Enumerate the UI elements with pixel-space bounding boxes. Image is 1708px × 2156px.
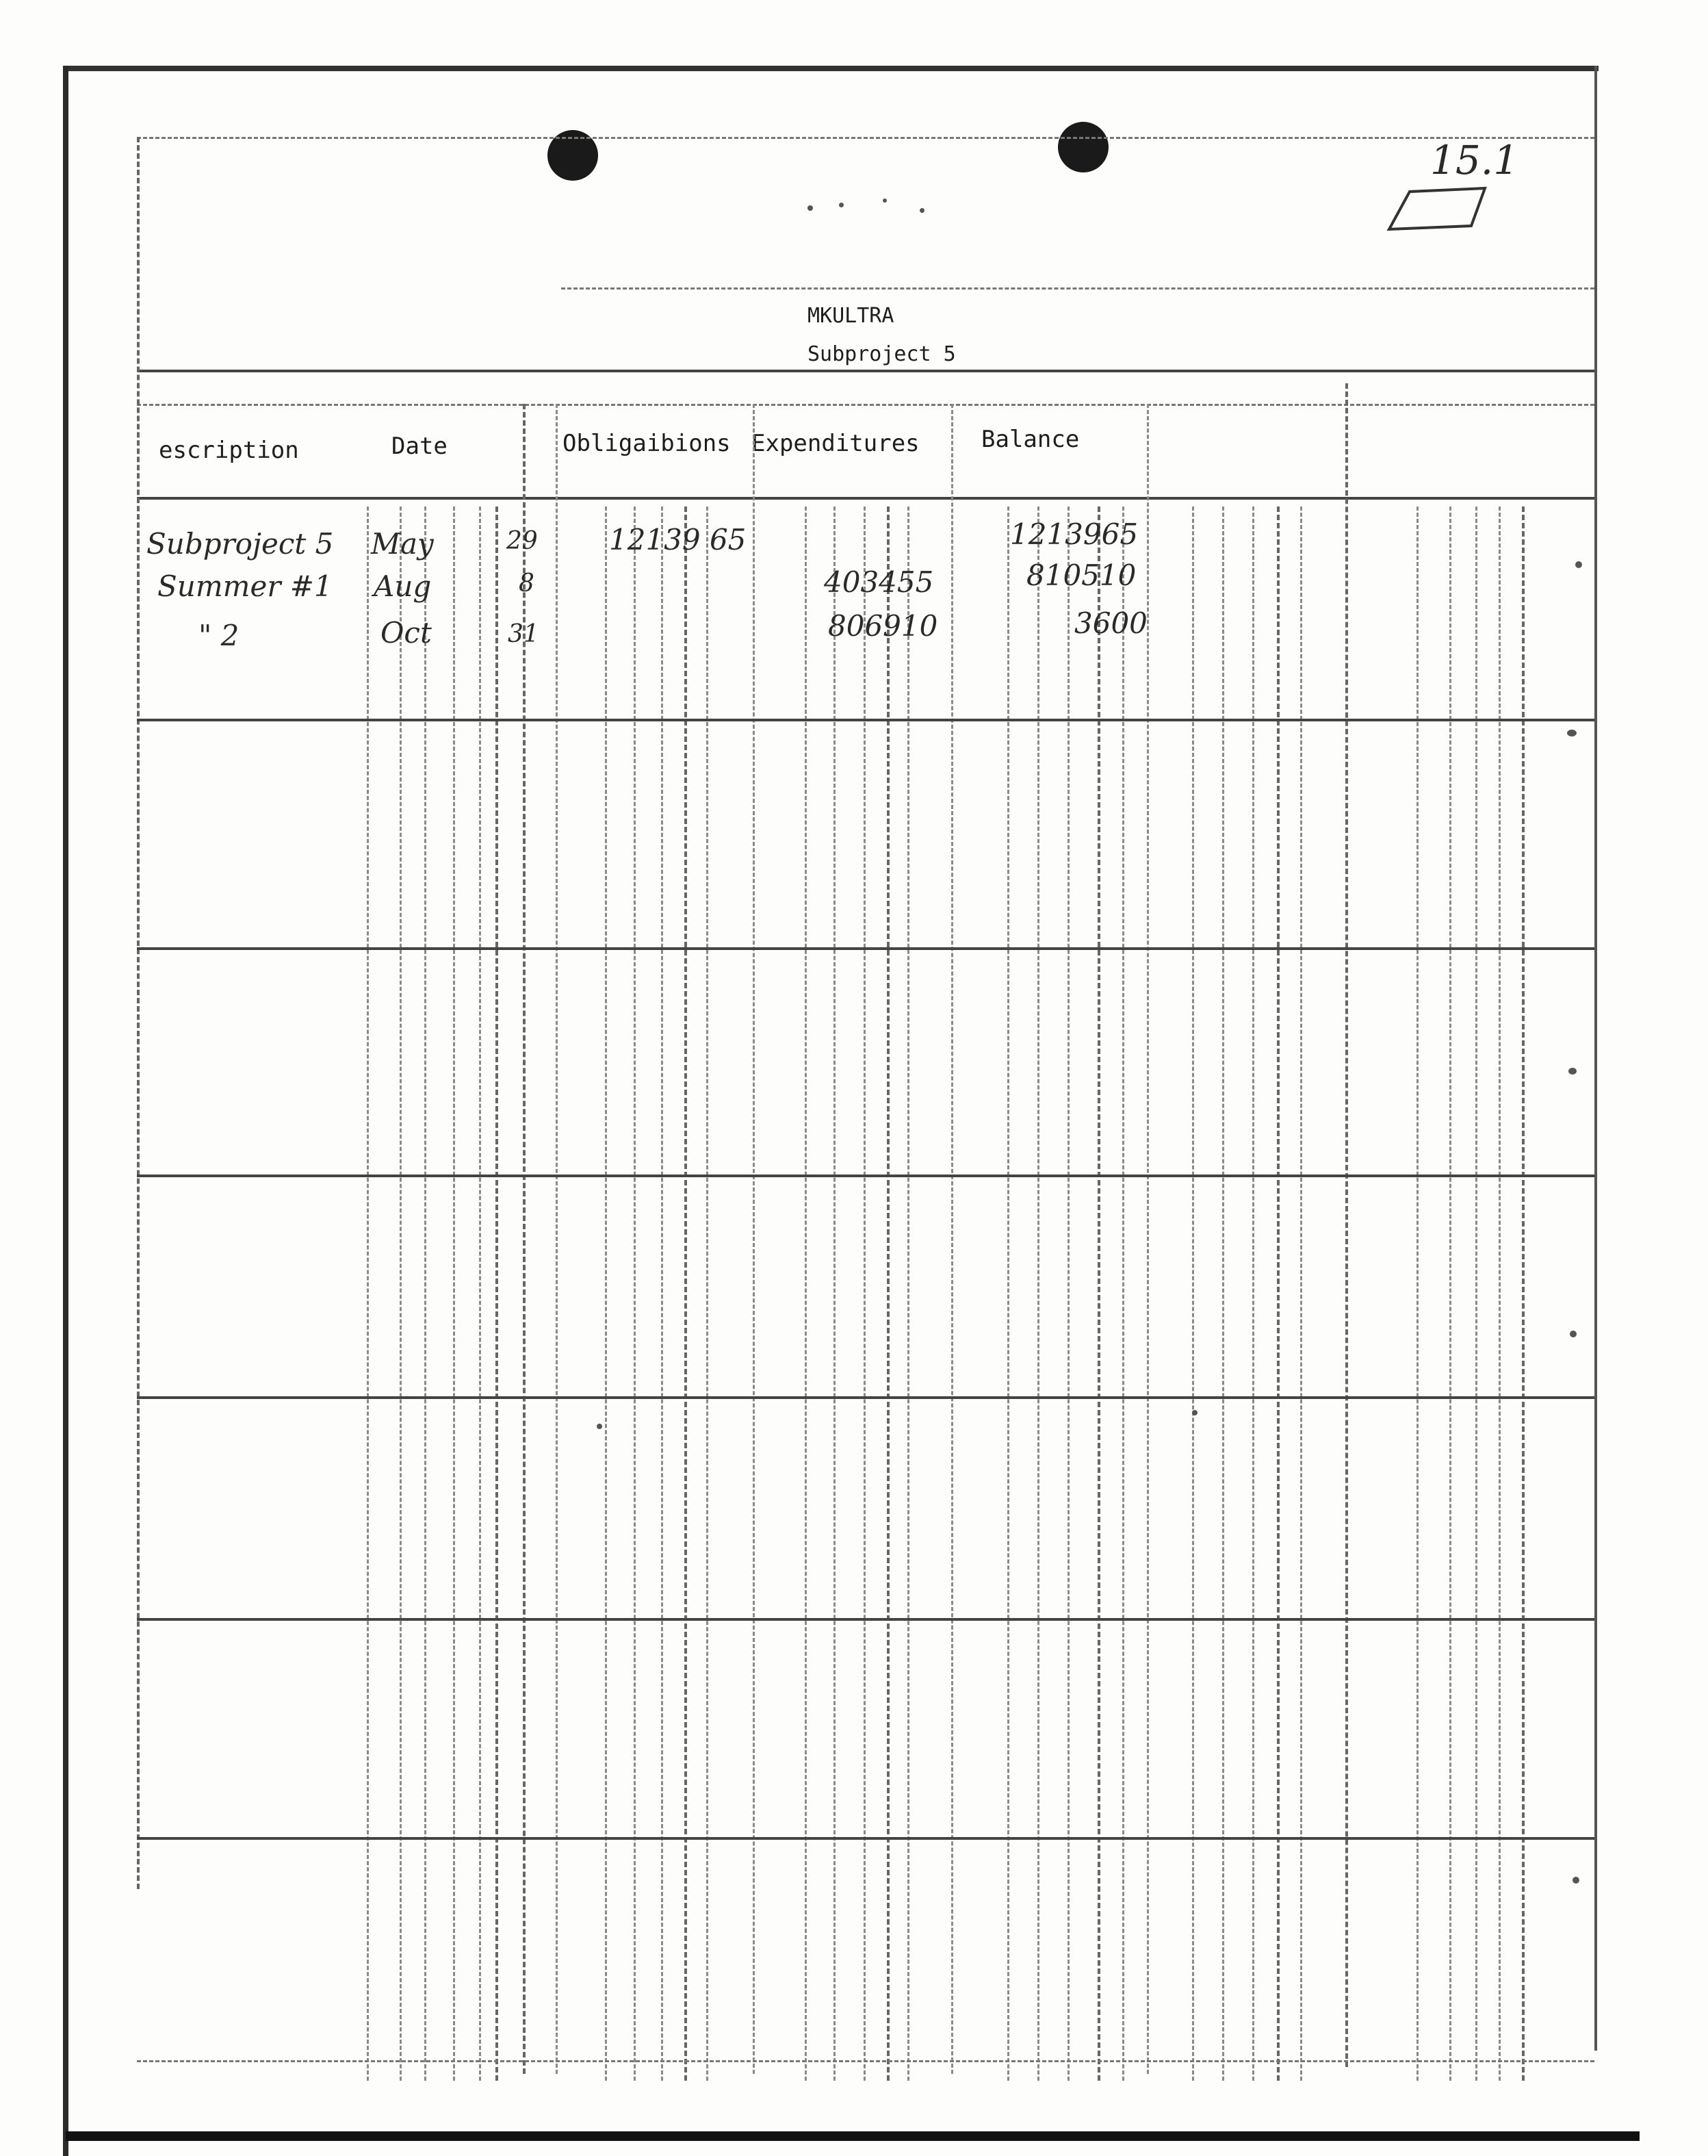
- column-header-expenditures: Expenditures: [751, 430, 920, 457]
- speck: [1573, 1877, 1579, 1884]
- project-title: MKULTRA: [807, 304, 894, 328]
- entry-1-month: May: [371, 527, 434, 561]
- header-rule-top: [137, 404, 1594, 406]
- column-rule: [753, 404, 755, 2074]
- section-rule: [137, 1837, 1594, 1840]
- column-rule: [495, 506, 498, 2081]
- section-rule: [137, 719, 1594, 721]
- entry-2-day: 8: [519, 569, 534, 598]
- entry-1-day: 29: [506, 527, 538, 555]
- entry-3-description: " 2: [198, 619, 240, 652]
- speck: [1568, 1068, 1577, 1075]
- entry-2-month: Aug: [374, 569, 432, 603]
- speck: [1192, 1410, 1198, 1415]
- speck: [839, 203, 844, 207]
- column-rule: [833, 506, 836, 2081]
- page-frame-left: [63, 66, 68, 2156]
- entry-1-balance: 1213965: [1010, 517, 1139, 551]
- entry-3-balance: 3600: [1074, 606, 1148, 640]
- column-rule: [864, 506, 866, 2081]
- entry-2-expenditure: 403455: [824, 565, 934, 599]
- column-rule: [1300, 506, 1302, 2081]
- column-rule: [1475, 506, 1477, 2081]
- page-frame-top: [66, 66, 1599, 71]
- subproject-title: Subproject 5: [807, 342, 956, 366]
- column-rule: [1007, 506, 1009, 2081]
- column-rule: [400, 506, 402, 2081]
- column-rule: [1147, 404, 1149, 2074]
- column-rule: [887, 506, 890, 2081]
- column-rule: [951, 404, 953, 2074]
- entry-2-balance: 810510: [1026, 559, 1137, 592]
- column-rule: [805, 506, 807, 2081]
- column-rule: [661, 506, 663, 2081]
- entry-2-description: Summer #1: [157, 569, 333, 603]
- page-frame-bottom: [66, 2131, 1640, 2141]
- column-rule: [367, 506, 369, 2081]
- entry-1-description: Subproject 5: [146, 527, 334, 561]
- punch-hole-right: [1058, 122, 1109, 172]
- section-rule: [137, 947, 1594, 950]
- column-rule: [556, 404, 558, 2074]
- section-rule: [137, 2060, 1594, 2062]
- column-rule: [523, 404, 526, 2074]
- column-rule: [137, 137, 140, 1889]
- title-rule-mid: [561, 287, 1594, 290]
- column-rule: [1522, 506, 1525, 2081]
- speck: [1567, 730, 1577, 736]
- title-rule-top: [137, 137, 1594, 139]
- column-rule: [1499, 506, 1501, 2081]
- column-rule: [1037, 506, 1039, 2081]
- page-frame-right: [1594, 66, 1597, 2051]
- title-rule-bottom: [137, 370, 1594, 372]
- column-header-date: Date: [391, 433, 448, 460]
- section-rule: [137, 1396, 1594, 1399]
- column-rule: [424, 506, 426, 2081]
- column-rule: [1345, 383, 1348, 2067]
- speck: [1570, 1331, 1577, 1337]
- column-rule: [1098, 506, 1100, 2081]
- corner-mark: 15.1: [1430, 137, 1519, 183]
- column-rule: [1449, 506, 1451, 2081]
- column-rule: [453, 506, 455, 2081]
- column-rule: [634, 506, 636, 2081]
- header-rule-bottom: [137, 497, 1594, 500]
- column-rule: [1277, 506, 1280, 2081]
- column-rule: [1222, 506, 1224, 2081]
- entry-3-expenditure: 806910: [828, 609, 938, 643]
- speck: [597, 1424, 602, 1429]
- column-header-obligations: Obligaibions: [562, 430, 731, 457]
- corner-flag-icon: [1382, 178, 1492, 240]
- entry-3-month: Oct: [380, 616, 432, 650]
- column-header-balance: Balance: [981, 426, 1080, 453]
- speck: [807, 205, 813, 211]
- column-rule: [684, 506, 687, 2081]
- column-rule: [1192, 506, 1194, 2081]
- speck: [883, 198, 887, 203]
- speck: [920, 208, 924, 213]
- column-rule: [1252, 506, 1254, 2081]
- section-rule: [137, 1618, 1594, 1621]
- entry-1-obligation: 12139 65: [609, 523, 747, 556]
- column-rule: [1416, 506, 1419, 2081]
- column-rule: [479, 506, 481, 2081]
- entry-3-day: 31: [508, 620, 539, 648]
- column-rule: [907, 506, 909, 2081]
- column-rule: [1068, 506, 1070, 2081]
- column-header-description: escription: [159, 437, 299, 464]
- speck: [1575, 561, 1582, 568]
- section-rule: [137, 1175, 1594, 1177]
- column-rule: [706, 506, 708, 2081]
- column-rule: [605, 506, 607, 2081]
- column-rule: [1122, 506, 1124, 2081]
